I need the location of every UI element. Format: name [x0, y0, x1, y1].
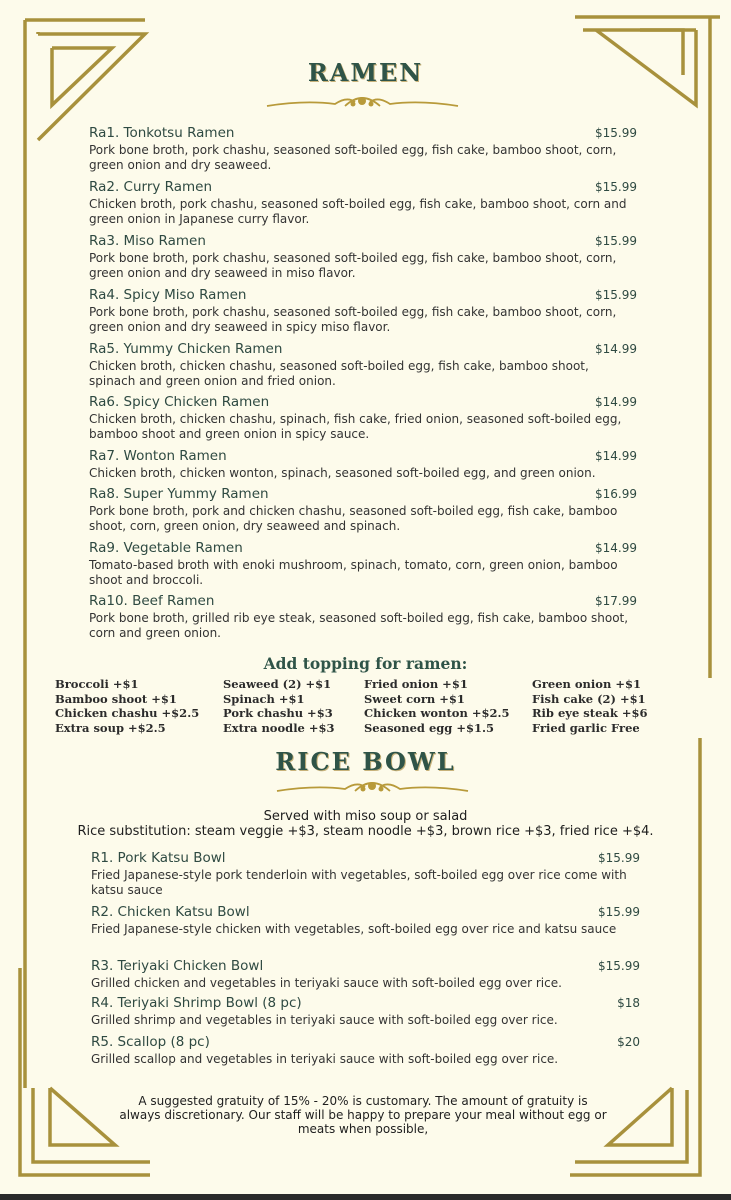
ramen-ornament-divider — [265, 92, 460, 114]
menu-item-header — [89, 341, 637, 359]
topping-column-4 — [532, 677, 647, 735]
menu-item-description: Pork bone broth, pork chashu, seasoned soft-boiled egg, fish cake, bamboo shoot, corn, green onion and dry seaweed in miso flavor. — [89, 251, 617, 280]
topping-item: Extra noodle +$3 — [223, 720, 335, 735]
topping-column-1 — [55, 677, 199, 735]
menu-item-name: Ra9. Vegetable Ramen — [89, 540, 243, 556]
rice-bowl-section-title: RICE BOWL — [275, 747, 456, 776]
menu-item-name: Ra7. Wonton Ramen — [89, 448, 227, 464]
menu-item-price: $15.99 — [598, 905, 640, 919]
topping-heading: Add topping for ramen: — [263, 654, 468, 673]
topping-item: Fried garlic Free — [532, 720, 640, 735]
menu-item-header — [89, 593, 637, 611]
ramen-menu-item — [89, 287, 637, 335]
ramen-section-title: RAMEN — [307, 58, 424, 87]
menu-item-description: Tomato-based broth with enoki mushroom, spinach, tomato, corn, green onion, bamboo shoot and broccoli. — [89, 558, 618, 587]
menu-item-header — [91, 958, 640, 976]
topping-item: Bamboo shoot +$1 — [55, 691, 177, 706]
menu-item-header — [91, 850, 640, 868]
topping-item: Rib eye steak +$6 — [532, 706, 648, 720]
rice-bowl-menu-item — [91, 904, 640, 937]
menu-item-price: $15.99 — [595, 234, 637, 248]
rice-bowl-menu-item — [91, 1034, 640, 1067]
menu-item-price: $14.99 — [595, 395, 637, 409]
topping-item: Pork chashu +$3 — [223, 706, 333, 720]
menu-item-header — [91, 904, 640, 922]
menu-item-name: R4. Teriyaki Shrimp Bowl (8 pc) — [91, 995, 302, 1011]
menu-item-header — [89, 179, 637, 197]
menu-item-header — [89, 394, 637, 412]
menu-item-price: $15.99 — [598, 959, 640, 973]
menu-item-description: Fried Japanese-style chicken with vegetables, soft-boiled egg over rice and katsu sauce — [91, 922, 617, 936]
ramen-menu-item — [89, 233, 637, 281]
menu-item-name: R5. Scallop (8 pc) — [91, 1034, 210, 1050]
menu-item-name: R1. Pork Katsu Bowl — [91, 850, 226, 866]
topping-item: Fish cake (2) +$1 — [532, 691, 646, 706]
menu-item-name: Ra4. Spicy Miso Ramen — [89, 287, 247, 303]
menu-item-name: Ra2. Curry Ramen — [89, 179, 213, 195]
menu-item-description: Fried Japanese-style pork tenderloin with vegetables, soft-boiled egg over rice come with katsu sauce — [91, 868, 627, 897]
menu-item-price: $15.99 — [595, 126, 637, 140]
menu-item-description: Grilled chicken and vegetables in teriyaki sauce with soft-boiled egg over rice. — [91, 976, 562, 990]
topping-item: Green onion +$1 — [532, 677, 641, 691]
rice-bowl-served-note: Served with miso soup or salad — [263, 809, 468, 824]
menu-item-price: $14.99 — [595, 541, 637, 555]
topping-item: Chicken wonton +$2.5 — [364, 706, 510, 720]
menu-item-price: $18 — [617, 996, 640, 1010]
menu-item-description: Pork bone broth, pork chashu, seasoned soft-boiled egg, fish cake, bamboo shoot, corn, green onion and dry seaweed. — [89, 143, 617, 172]
ramen-menu-item — [89, 593, 637, 641]
topping-item: Fried onion +$1 — [364, 677, 468, 691]
bottom-edge-bar — [0, 1194, 731, 1200]
ramen-menu-item — [89, 394, 637, 442]
ramen-menu-item — [89, 540, 637, 588]
ramen-menu-item — [89, 486, 637, 534]
menu-item-name: R2. Chicken Katsu Bowl — [91, 904, 250, 920]
menu-item-price: $14.99 — [595, 342, 637, 356]
menu-item-header — [89, 287, 637, 305]
menu-item-price: $15.99 — [598, 851, 640, 865]
menu-item-description: Pork bone broth, pork chashu, seasoned soft-boiled egg, fish cake, bamboo shoot, corn, green onion and dry seaweed in spicy miso flavor. — [89, 305, 617, 334]
menu-item-header — [91, 995, 640, 1013]
menu-item-name: Ra10. Beef Ramen — [89, 593, 215, 609]
menu-item-price: $14.99 — [595, 449, 637, 463]
topping-item: Seaweed (2) +$1 — [223, 677, 332, 691]
rice-substitution-note: Rice substitution: steam veggie +$3, steam noodle +$3, brown rice +$3, fried rice +$4. — [77, 824, 654, 839]
topping-item: Extra soup +$2.5 — [55, 720, 166, 735]
menu-item-name: Ra5. Yummy Chicken Ramen — [89, 341, 283, 357]
menu-item-header — [89, 125, 637, 143]
rice-bowl-ornament-divider — [275, 777, 470, 799]
topping-column-2 — [223, 677, 335, 735]
menu-item-description: Chicken broth, pork chashu, seasoned soft-boiled egg, fish cake, bamboo shoot, corn and green onion in Japanese curry flavor. — [89, 197, 627, 226]
gratuity-note: A suggested gratuity of 15% - 20% is customary. The amount of gratuity is always discretionary. Our staff will be happy to prepare your meal without egg or meats when possible, — [119, 1094, 607, 1136]
rice-bowl-menu-item — [91, 958, 640, 991]
menu-item-price: $15.99 — [595, 180, 637, 194]
topping-item: Broccoli +$1 — [55, 677, 139, 691]
menu-item-name: R3. Teriyaki Chicken Bowl — [91, 958, 264, 974]
topping-item: Spinach +$1 — [223, 691, 305, 706]
ramen-menu-item — [89, 341, 637, 389]
menu-item-description: Chicken broth, chicken wonton, spinach, seasoned soft-boiled egg, and green onion. — [89, 466, 596, 480]
menu-item-header — [89, 448, 637, 466]
menu-item-description: Pork bone broth, pork and chicken chashu, seasoned soft-boiled egg, fish cake, bamboo shoot, corn, green onion, dry seaweed and spinach. — [89, 504, 618, 533]
topping-item: Sweet corn +$1 — [364, 691, 465, 706]
ramen-menu-item — [89, 179, 637, 227]
rice-bowl-menu-item — [91, 850, 640, 898]
rice-bowl-menu-item — [91, 995, 640, 1028]
menu-item-price: $16.99 — [595, 487, 637, 501]
menu-item-description: Grilled shrimp and vegetables in teriyaki sauce with soft-boiled egg over rice. — [91, 1013, 558, 1027]
menu-item-name: Ra3. Miso Ramen — [89, 233, 206, 249]
topping-item: Chicken chashu +$2.5 — [55, 706, 200, 720]
ramen-menu-item — [89, 448, 637, 481]
topping-column-3 — [364, 677, 509, 735]
menu-item-price: $15.99 — [595, 288, 637, 302]
menu-item-header — [89, 486, 637, 504]
menu-item-description: Pork bone broth, grilled rib eye steak, seasoned soft-boiled egg, fish cake, bamboo shoot, corn and green onion. — [89, 611, 629, 640]
menu-item-header — [89, 233, 637, 251]
menu-item-description: Chicken broth, chicken chashu, seasoned soft-boiled egg, fish cake, bamboo shoot, spinach and green onion and fried onion. — [89, 359, 589, 388]
menu-item-name: Ra8. Super Yummy Ramen — [89, 486, 269, 502]
menu-item-description: Chicken broth, chicken chashu, spinach, fish cake, fried onion, seasoned soft-boiled egg, bamboo shoot and green onion in spicy sauce. — [89, 412, 622, 441]
menu-item-header — [91, 1034, 640, 1052]
topping-item: Seasoned egg +$1.5 — [364, 720, 494, 735]
menu-item-name: Ra6. Spicy Chicken Ramen — [89, 394, 270, 410]
menu-item-description: Grilled scallop and vegetables in teriyaki sauce with soft-boiled egg over rice. — [91, 1052, 559, 1066]
menu-item-price: $20 — [617, 1035, 640, 1049]
menu-item-name: Ra1. Tonkotsu Ramen — [89, 125, 235, 141]
ramen-menu-item — [89, 125, 637, 173]
menu-item-price: $17.99 — [595, 594, 637, 608]
menu-item-header — [89, 540, 637, 558]
